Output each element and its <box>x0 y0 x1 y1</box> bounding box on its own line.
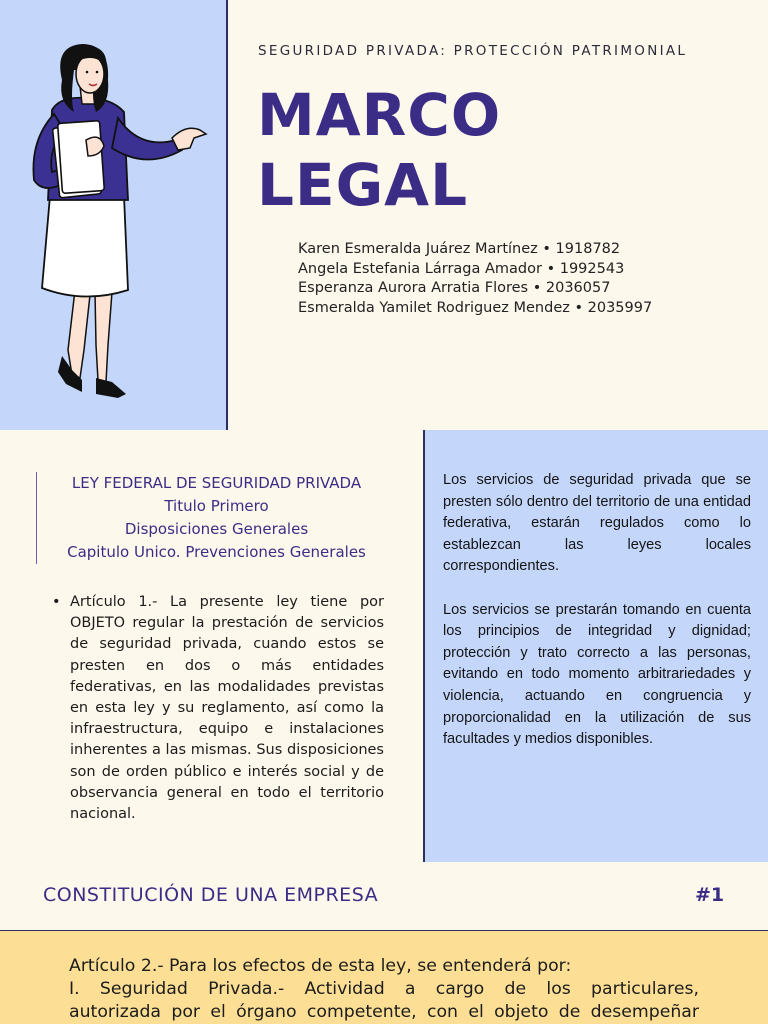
author-item: Angela Estefania Lárraga Amador • 1992543 <box>298 260 625 277</box>
section-number: #1 <box>695 884 725 906</box>
bullet-dot-icon: • <box>52 594 61 610</box>
law-right-column <box>423 430 768 862</box>
law-subtitle: Disposiciones Generales <box>124 520 309 538</box>
article-2-line: autorizada por el órgano competente, con el objeto de desempeñar <box>69 1002 699 1022</box>
page-title-line2: LEGAL <box>257 151 469 219</box>
author-list <box>298 240 652 318</box>
law-section <box>0 430 768 862</box>
section-title: CONSTITUCIÓN DE UNA EMPRESA <box>43 884 379 906</box>
author-item: Esperanza Aurora Arratia Flores • 2036057 <box>298 280 611 296</box>
scope-text <box>443 470 751 751</box>
law-heading <box>36 472 388 564</box>
article-1 <box>52 592 384 825</box>
principles-paragraph: Los servicios se prestarán tomando en cuenta los principios de integridad y dignidad; protección y trato correcto a las personas, evitando en todo momento arbitrariedades y violencia, actuando en congruencia y proporcionalidad en la utilización de sus facultades y medios disponibles. <box>443 601 751 748</box>
subject-kicker: SEGURIDAD PRIVADA: PROTECCIÓN PATRIMONIAL <box>258 43 688 59</box>
article-1-text: Artículo 1.- La presente ley tiene por OBJETO regular la prestación de servicios de seguridad privada, cuando estos se presten en dos o más entidades federativas, en las modalidades previstas en esta ley y su reglamento, así como la infraestructura, equipo e instalaciones inherentes a las mismas. Sus disposiciones son de orden público e interés social y de observancia general en todo el territorio nacional. <box>70 594 384 823</box>
author-item: Esmeralda Yamilet Rodriguez Mendez • 2035997 <box>298 299 653 316</box>
author-item: Karen Esmeralda Juárez Martínez • 1918782 <box>298 241 621 257</box>
page-title-line1: MARCO <box>257 81 502 149</box>
article-2-line: I. Seguridad Privada.- Actividad a cargo de los particulares, <box>69 979 699 999</box>
section-band <box>0 862 768 930</box>
scope-paragraph: Los servicios de seguridad privada que se presten sólo dentro del territorio de una entidad federativa, estarán regulados como lo establezcan las leyes locales correspondientes. <box>443 472 751 575</box>
article-2-line: Artículo 2.- Para los efectos de esta ley, se entenderá por: <box>69 956 572 976</box>
law-chapter: Capitulo Unico. Prevenciones Generales <box>67 543 366 561</box>
hero-illustration-panel <box>0 0 228 430</box>
businesswoman-illustration <box>0 0 228 430</box>
article-2 <box>69 955 699 1024</box>
law-title-part: Titulo Primero <box>164 497 269 515</box>
law-title: LEY FEDERAL DE SEGURIDAD PRIVADA <box>71 474 362 492</box>
article-2-panel <box>0 930 768 1024</box>
law-left-column <box>0 430 423 862</box>
